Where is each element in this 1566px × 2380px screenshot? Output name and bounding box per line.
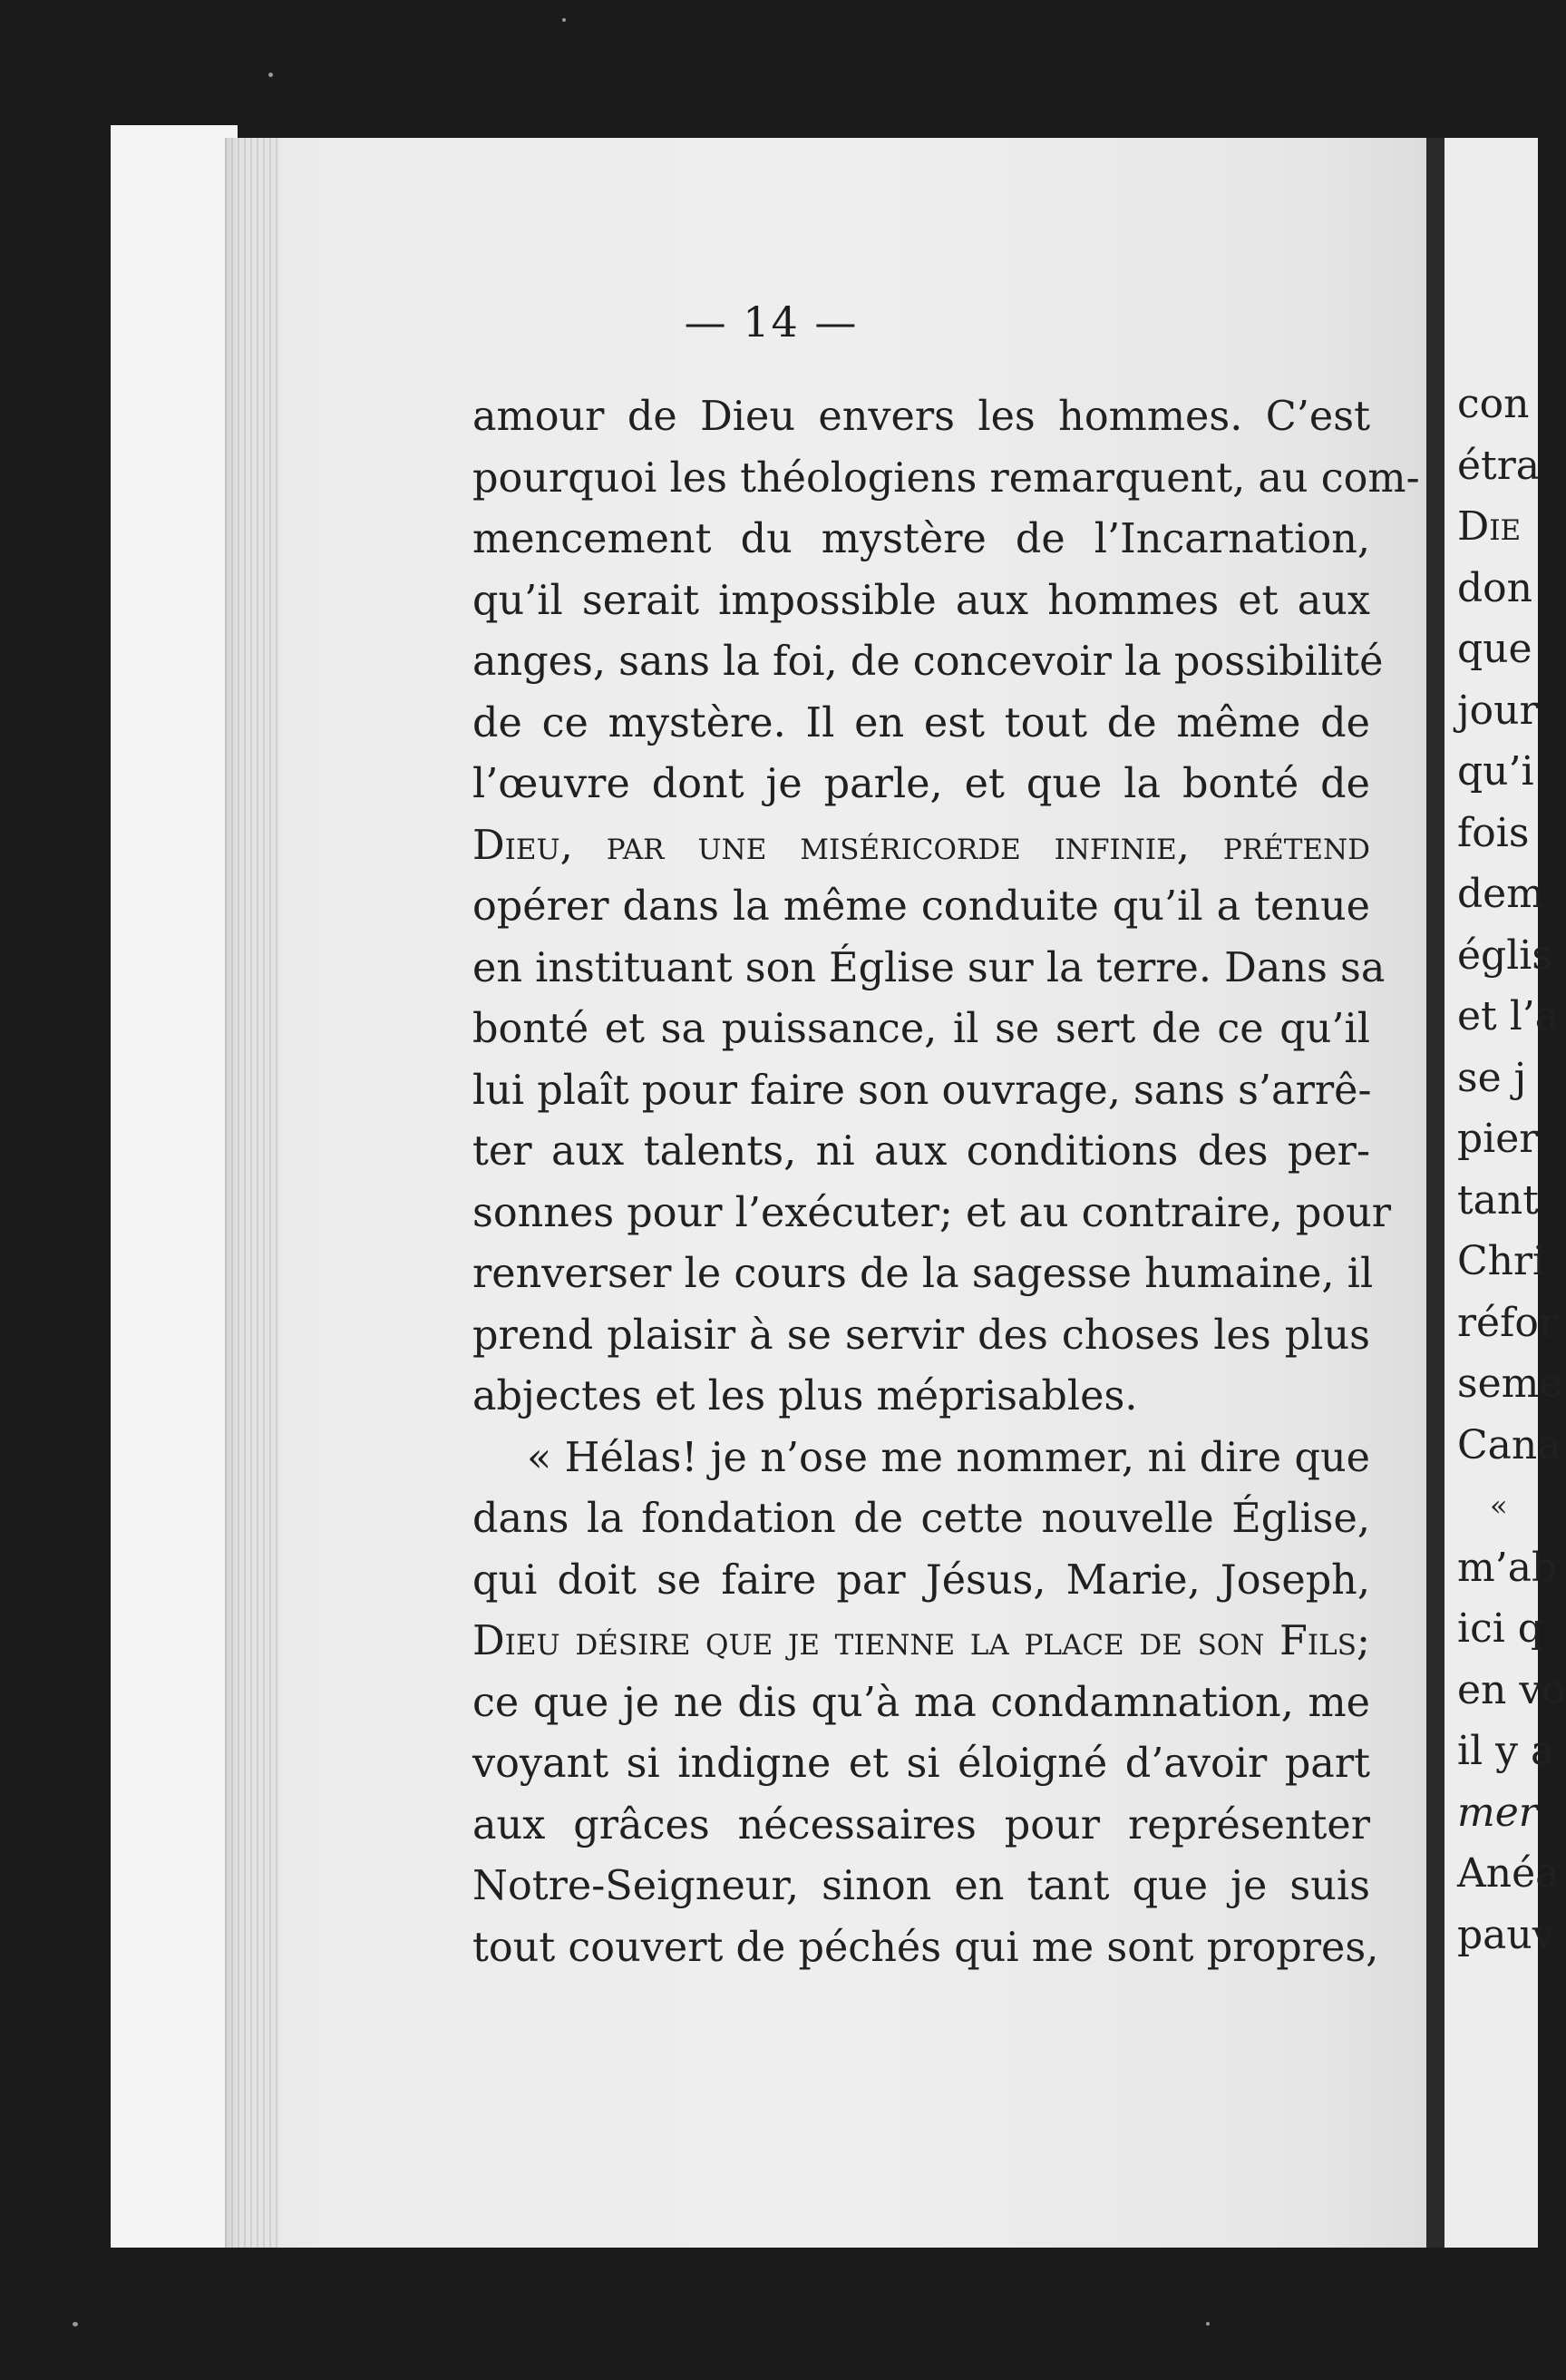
text-line: il y a bbox=[1457, 1728, 1555, 1774]
text-line: qu’i bbox=[1457, 748, 1534, 795]
text-line: renverser le cours de la sagesse humaine, il bbox=[472, 1251, 1374, 1297]
text-line: ici q bbox=[1457, 1605, 1543, 1652]
right-page bbox=[1444, 138, 1566, 2248]
text-line: de ce mystère. Il en est tout de même de bbox=[472, 699, 1370, 746]
text-line: prend plaisir à se servir des choses les plus bbox=[472, 1312, 1370, 1359]
text-line: jour bbox=[1457, 687, 1539, 734]
scan-margin-strip bbox=[111, 125, 238, 2248]
text-line: que bbox=[1457, 626, 1532, 672]
text-line: Die bbox=[1457, 503, 1522, 550]
text-line: lui plaît pour faire son ouvrage, sans s’arrê- bbox=[472, 1067, 1372, 1114]
text-line: qui doit se faire par Jésus, Marie, Joseph, bbox=[472, 1556, 1370, 1604]
scan-speck bbox=[1206, 2322, 1210, 2326]
text-line: qu’il serait impossible aux hommes et aux bbox=[472, 577, 1370, 624]
text-line: églis bbox=[1457, 932, 1552, 979]
text-line: aux grâces nécessaires pour représenter bbox=[472, 1801, 1370, 1848]
text-line: mencement du mystère de l’Incarnation, bbox=[472, 516, 1370, 562]
text-line: pauv bbox=[1457, 1911, 1555, 1958]
text-line: m’ab bbox=[1457, 1544, 1558, 1591]
page-edges bbox=[225, 138, 279, 2248]
text-line: et l’a bbox=[1457, 993, 1559, 1039]
text-line: anges, sans la foi, de concevoir la possibilité bbox=[472, 639, 1384, 685]
text-line: Dieu, par une miséricorde infinie, prétend bbox=[472, 822, 1370, 869]
text-line: se j bbox=[1457, 1054, 1527, 1101]
text-line: l’œuvre dont je parle, et que la bonté de bbox=[472, 761, 1370, 807]
text-line: pier bbox=[1457, 1116, 1539, 1162]
text-line: Cana bbox=[1457, 1421, 1561, 1468]
text-line: opérer dans la même conduite qu’il a tenue bbox=[472, 883, 1370, 930]
page-number: — 14 — bbox=[684, 298, 859, 346]
text-line: Dieu désire que je tienne la place de son Fils; bbox=[472, 1618, 1370, 1664]
scan-speck bbox=[73, 2322, 78, 2326]
text-line: dem bbox=[1457, 871, 1544, 917]
text-line: fois bbox=[1457, 809, 1530, 856]
text-line: sonnes pour l’exécuter; et au contraire, pour bbox=[472, 1189, 1392, 1236]
text-line: amour de Dieu envers les hommes. C’est bbox=[472, 394, 1370, 440]
text-line: bonté et sa puissance, il se sert de ce qu’il bbox=[472, 1006, 1370, 1052]
text-line: Chri bbox=[1457, 1238, 1546, 1284]
text-line: « Hélas! je n’ose me nommer, ni dire que bbox=[527, 1434, 1370, 1481]
text-line: seme bbox=[1457, 1361, 1563, 1407]
text-line: abjectes et les plus méprisables. bbox=[472, 1373, 1138, 1419]
text-line: tout couvert de péchés qui me sont propres, bbox=[472, 1924, 1379, 1971]
text-line: en instituant son Église sur la terre. Dans sa bbox=[472, 944, 1386, 991]
text-line: en vo bbox=[1457, 1666, 1566, 1713]
text-line: dans la fondation de cette nouvelle Église, bbox=[472, 1496, 1370, 1542]
scan-speck bbox=[562, 18, 566, 22]
text-line: pourquoi les théologiens remarquent, au com- bbox=[472, 454, 1420, 502]
text-line: ce que je ne dis qu’à ma condamnation, me bbox=[472, 1679, 1370, 1726]
left-page-text bbox=[472, 386, 1420, 1978]
text-line: étra bbox=[1457, 442, 1540, 489]
text-line: mer bbox=[1457, 1789, 1538, 1836]
text-line: ter aux talents, ni aux conditions des per- bbox=[472, 1128, 1370, 1175]
book-gutter bbox=[1426, 138, 1444, 2248]
text-line: réfor bbox=[1457, 1299, 1558, 1346]
text-line: con bbox=[1457, 381, 1530, 427]
text-line: « bbox=[1490, 1488, 1508, 1523]
text-line: Notre-Seigneur, sinon en tant que je suis bbox=[472, 1863, 1370, 1909]
text-line: voyant si indigne et si éloigné d’avoir part bbox=[472, 1741, 1370, 1787]
scan-speck bbox=[268, 73, 273, 77]
text-line: tant bbox=[1457, 1176, 1539, 1224]
text-line: don bbox=[1457, 564, 1532, 611]
right-page-text bbox=[1457, 374, 1566, 1965]
text-line: Anéa bbox=[1457, 1850, 1560, 1897]
